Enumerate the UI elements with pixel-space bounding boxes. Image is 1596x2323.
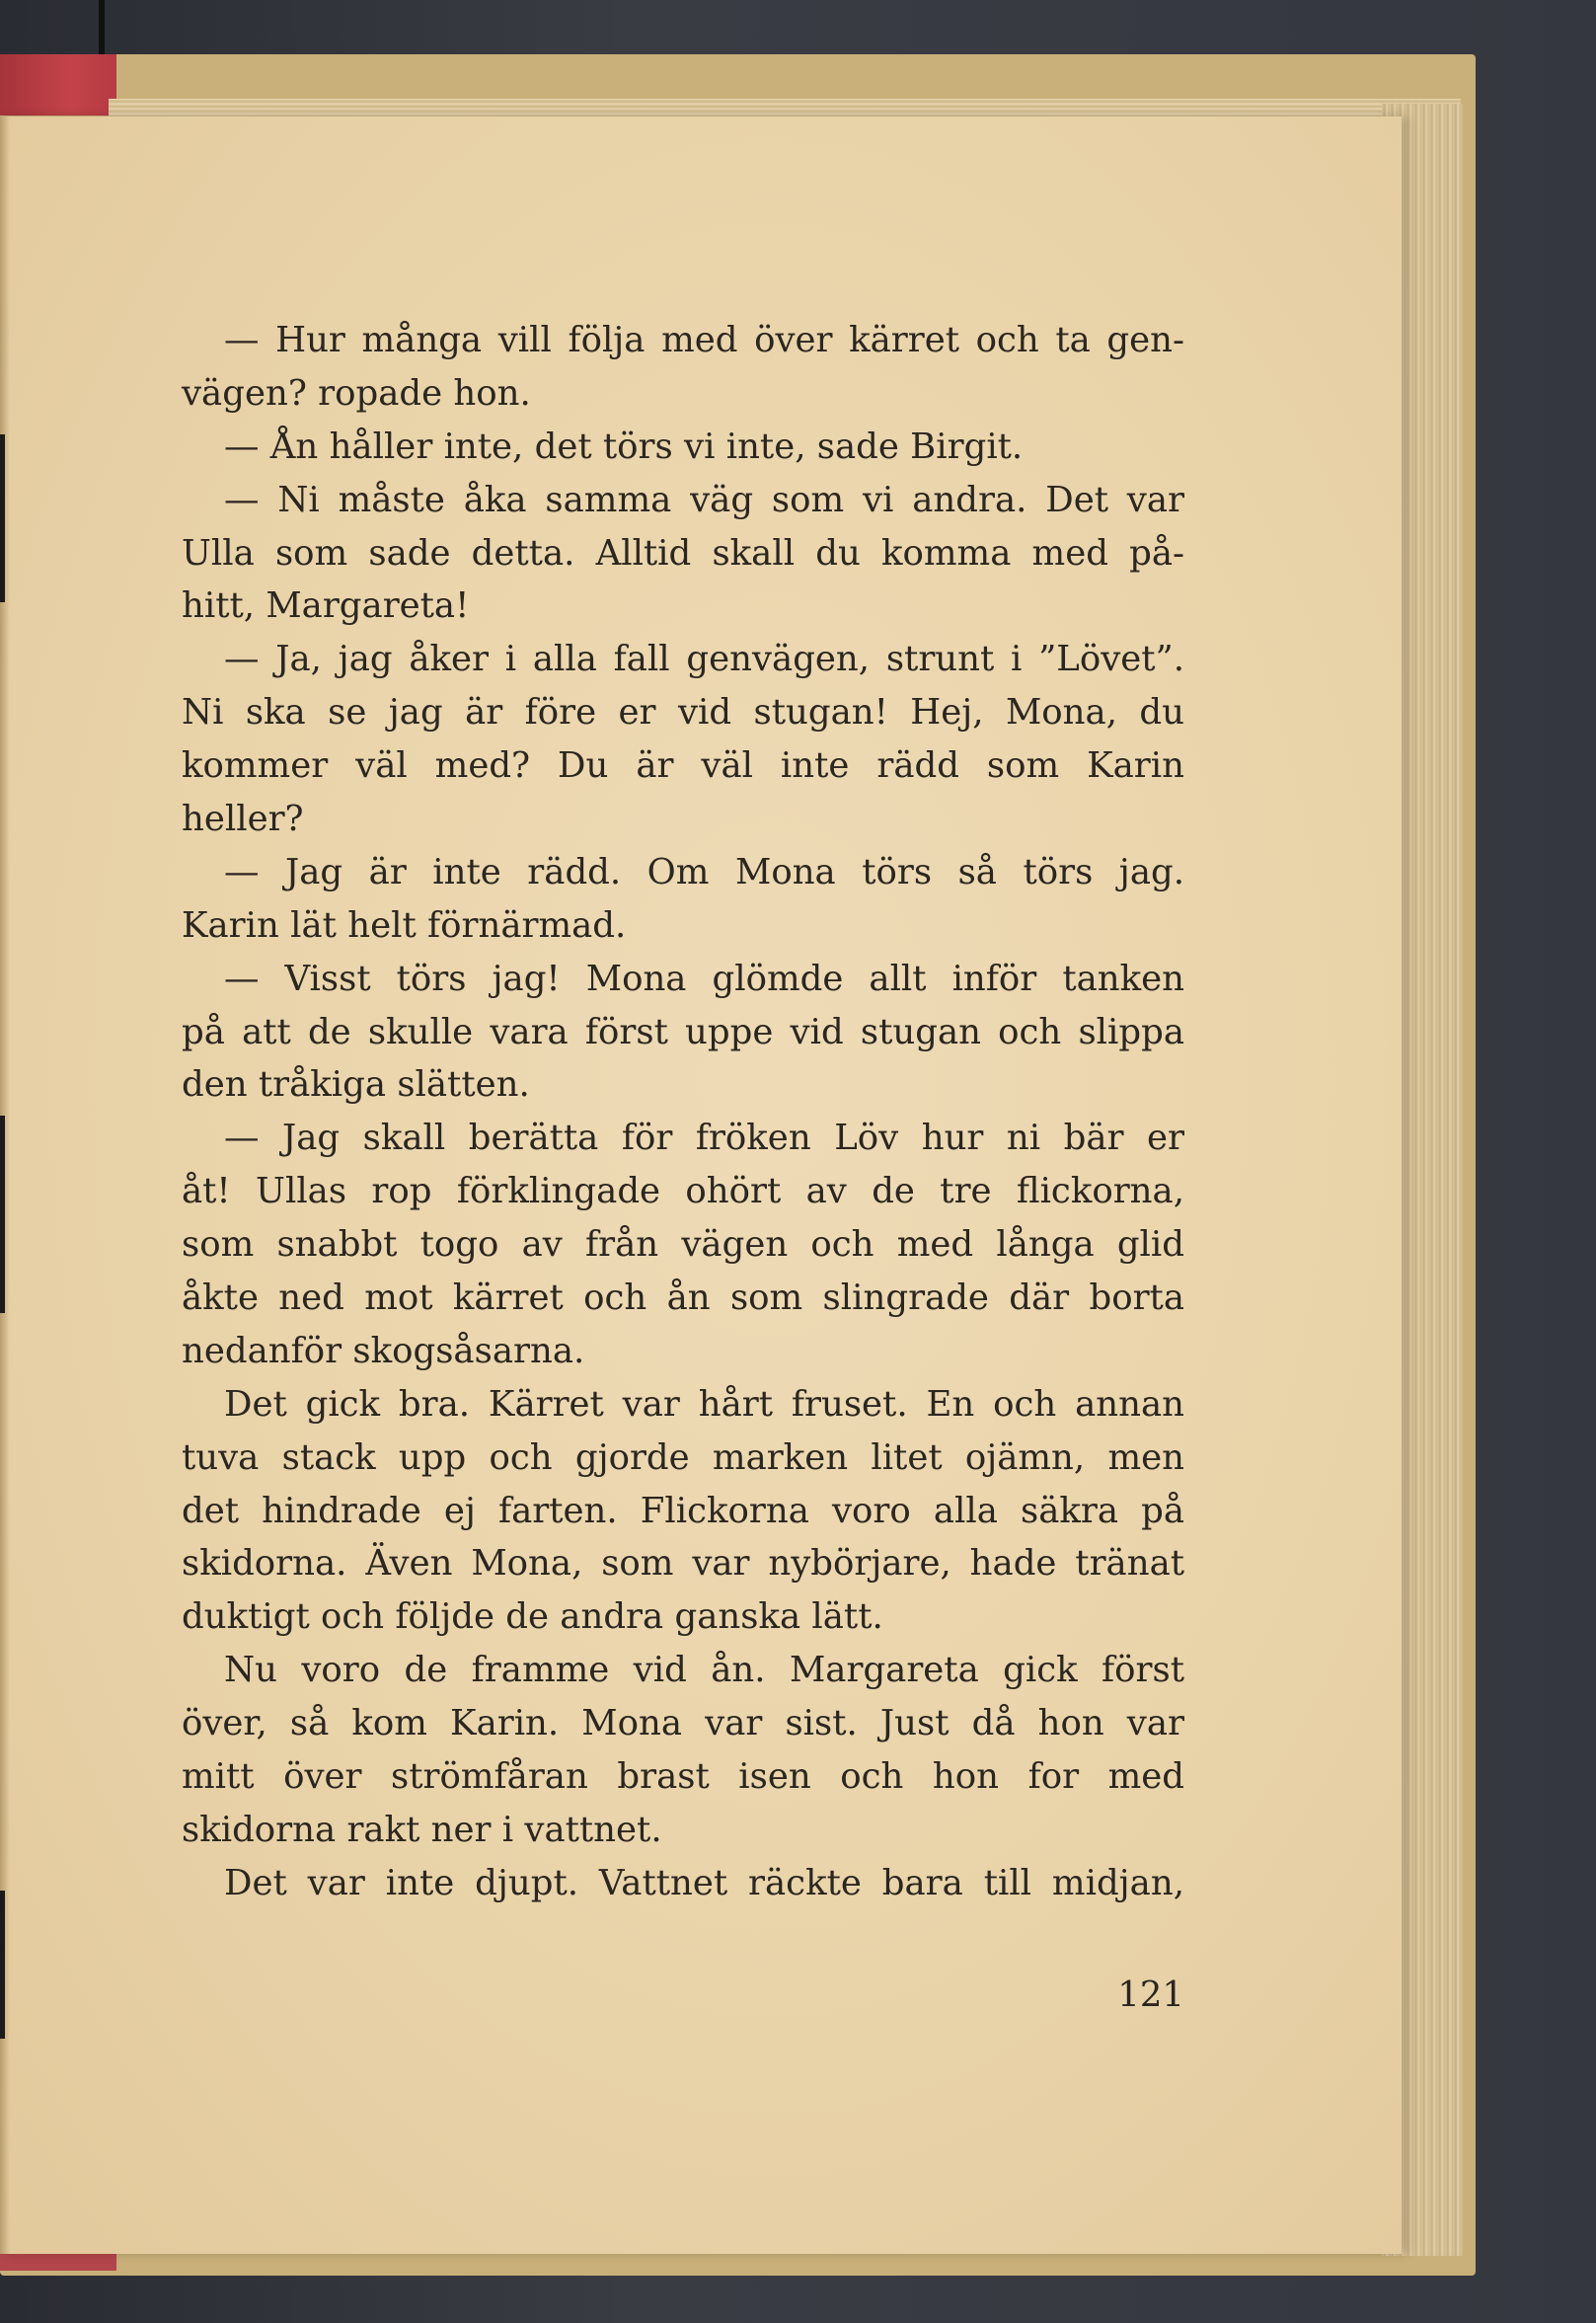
text-line: — Jag är inte rädd. Om Mona törs så törs jag. <box>224 851 1184 892</box>
text-line: skidorna. Även Mona, som var nybörjare, hade tränat <box>182 1543 1184 1585</box>
edge-mark <box>0 434 5 602</box>
text-line: åt! Ullas rop förklingade ohört av de tre flickorna, <box>182 1171 1184 1212</box>
text-line: vägen? ropade hon. <box>182 372 531 414</box>
text-line: det hindrade ej farten. Flickorna voro alla säkra på <box>182 1490 1184 1531</box>
body-text <box>182 314 1184 1910</box>
text-line: Det gick bra. Kärret var hårt fruset. En och annan <box>224 1383 1184 1425</box>
text-line: över, så kom Karin. Mona var sist. Just då hon var <box>182 1703 1184 1744</box>
text-line: Ulla som sade detta. Alltid skall du komma med på- <box>182 532 1184 574</box>
text-line: den tråkiga slätten. <box>182 1064 530 1106</box>
text-line: — Ja, jag åker i alla fall genvägen, strunt i ”Lövet”. <box>224 639 1184 680</box>
text-line: Det var inte djupt. Vattnet räckte bara till midjan, <box>224 1862 1184 1903</box>
text-line: duktigt och följde de andra ganska lätt. <box>182 1596 883 1638</box>
text-line: Nu voro de framme vid ån. Margareta gick först <box>224 1650 1184 1691</box>
text-line: — Ni måste åka samma väg som vi andra. Det var <box>224 479 1184 520</box>
cover-red-corner-top <box>0 54 116 116</box>
text-line: Ni ska se jag är före er vid stugan! Hej, Mona, du <box>182 692 1184 734</box>
text-line: tuva stack upp och gjorde marken litet ojämn, men <box>182 1436 1184 1478</box>
text-line: på att de skulle vara först uppe vid stugan och slippa <box>182 1011 1184 1052</box>
text-line: hitt, Margareta! <box>182 585 470 627</box>
text-line: skidorna rakt ner i vattnet. <box>182 1809 662 1850</box>
page-number: 121 <box>1117 1975 1184 2015</box>
text-line: — Ån håller inte, det törs vi inte, sade Birgit. <box>224 426 1024 467</box>
text-line: kommer väl med? Du är väl inte rädd som Karin <box>182 745 1184 787</box>
edge-mark <box>0 1116 5 1313</box>
text-line: som snabbt togo av från vägen och med långa glid <box>182 1224 1184 1266</box>
text-line: åkte ned mot kärret och ån som slingrade där borta <box>182 1278 1184 1319</box>
edge-mark <box>0 1891 5 2039</box>
text-line: mitt över strömfåran brast isen och hon for med <box>182 1756 1184 1798</box>
text-line: — Jag skall berätta för fröken Löv hur ni bär er <box>224 1118 1184 1159</box>
text-line: heller? <box>182 799 304 840</box>
text-line: nedanför skogsåsarna. <box>182 1330 585 1371</box>
text-line: Karin lät helt förnärmad. <box>182 904 627 946</box>
text-line: — Hur många vill följa med över kärret och ta gen- <box>224 320 1184 360</box>
text-line: — Visst törs jag! Mona glömde allt inför tanken <box>224 958 1184 999</box>
